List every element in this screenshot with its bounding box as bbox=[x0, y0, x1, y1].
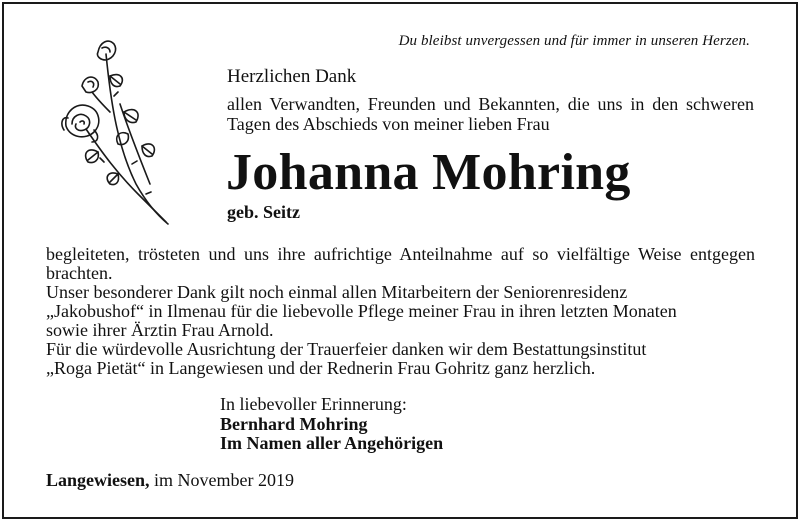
rose-branch-icon bbox=[58, 34, 178, 229]
body-line: Unser besonderer Dank gilt noch einmal allen Mitarbeitern der Seniorenresidenz bbox=[46, 282, 628, 302]
body-line: sowie ihrer Ärztin Frau Arnold. bbox=[46, 320, 274, 340]
body-line: „Jakobushof“ in Ilmenau für die liebevolle Pflege meiner Frau in ihren letzten Monaten bbox=[46, 301, 677, 321]
deceased-name: Johanna Mohring bbox=[226, 144, 631, 201]
body-line: „Roga Pietät“ in Langewiesen und der Rednerin Frau Gohritz ganz herzlich. bbox=[46, 358, 596, 378]
body-paragraph: begleiteten, trösteten und uns ihre aufrichtige Anteilnahme auf so vielfältige Weise entgegen brachten. bbox=[46, 244, 755, 283]
date: im November 2019 bbox=[149, 470, 294, 490]
thanks-heading: Herzlichen Dank bbox=[227, 66, 357, 87]
signer-note: Im Namen aller Angehörigen bbox=[220, 433, 444, 453]
place-date bbox=[46, 470, 294, 491]
birth-name: geb. Seitz bbox=[227, 202, 300, 222]
intro-text: allen Verwandten, Freunden und Bekannten, die uns in den schweren Tagen des Abschieds von meiner lieben Frau bbox=[227, 94, 754, 134]
place: Langewiesen, bbox=[46, 470, 150, 490]
motto: Du bleibst unvergessen und für immer in unseren Herzen. bbox=[398, 33, 750, 49]
body-line: Für die würdevolle Ausrichtung der Trauerfeier danken wir dem Bestattungsinstitut bbox=[46, 339, 647, 359]
signer-name: Bernhard Mohring bbox=[220, 414, 368, 434]
signer-block bbox=[220, 415, 443, 453]
body-text bbox=[46, 245, 755, 378]
closing-intro: In liebevoller Erinnerung: bbox=[220, 394, 407, 414]
